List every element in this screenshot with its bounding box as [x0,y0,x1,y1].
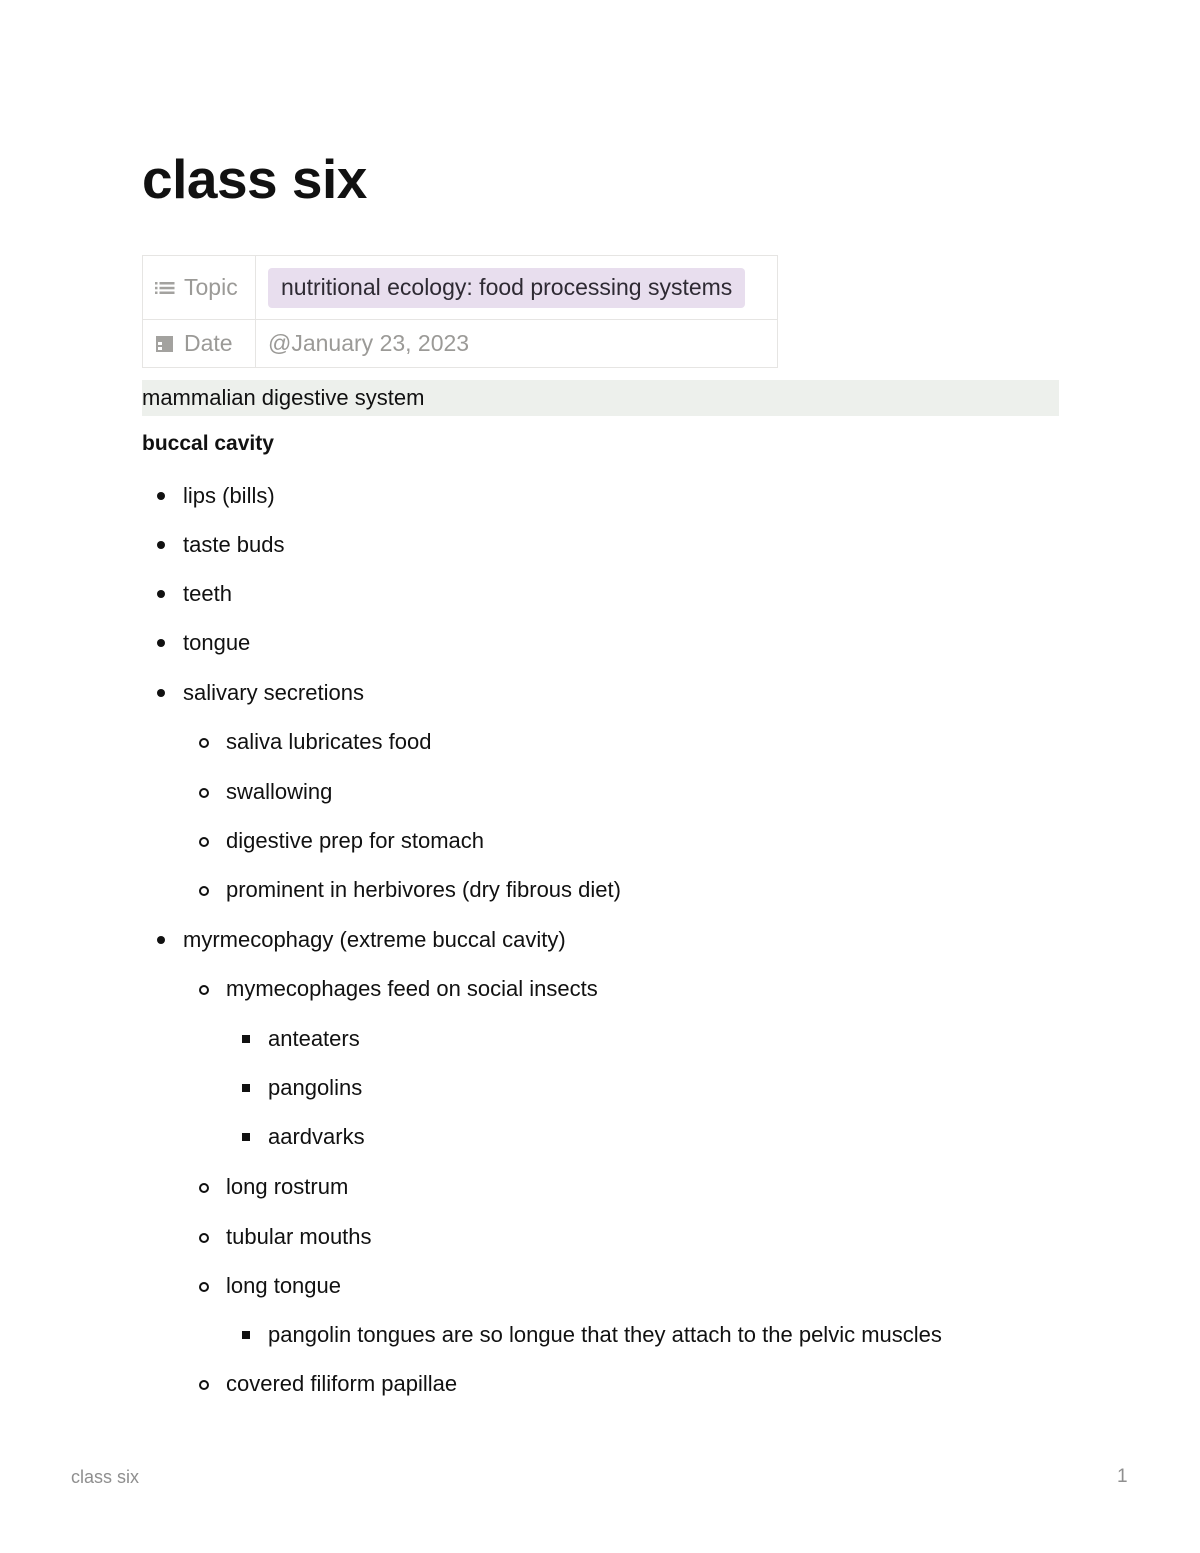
calendar-icon [155,335,175,353]
dot-bullet-icon [157,541,165,549]
list-item: anteaters [268,1026,360,1051]
list-item: salivary secretions [183,680,364,705]
property-label-date: Date [184,330,233,356]
page-title: class six [142,148,367,210]
list-item: taste buds [183,532,285,557]
list-item: aardvarks [268,1124,365,1149]
property-key-topic[interactable] [143,256,256,320]
circle-bullet-icon [199,837,209,847]
list-item: pangolins [268,1075,363,1100]
list-item: long rostrum [226,1174,349,1199]
topic-tag[interactable]: nutritional ecology: food processing systems [268,268,745,308]
square-bullet-icon [242,1133,250,1141]
list-item: pangolin tongues are so longue that they attach to the pelvic muscles [268,1322,942,1347]
list-item: digestive prep for stomach [226,828,485,853]
circle-bullet-icon [199,1380,209,1390]
dot-bullet-icon [157,936,165,944]
list-item: teeth [183,581,232,606]
circle-bullet-icon [199,738,209,748]
dot-bullet-icon [157,492,165,500]
section-heading: buccal cavity [142,432,274,455]
list-item: tongue [183,630,251,655]
property-key-date[interactable] [143,320,256,368]
page-number: 1 [1117,1466,1128,1487]
square-bullet-icon [242,1331,250,1339]
list-item: saliva lubricates food [226,729,432,754]
circle-bullet-icon [199,1282,209,1292]
property-value-topic[interactable] [256,256,778,320]
circle-bullet-icon [199,985,209,995]
circle-bullet-icon [199,1183,209,1193]
property-label-topic: Topic [184,274,238,300]
callout-block: mammalian digestive system [142,380,1059,416]
properties-table [142,255,778,368]
property-row-date [143,320,778,368]
list-item: tubular mouths [226,1224,372,1249]
list-item: mymecophages feed on social insects [226,976,598,1001]
list-icon [155,281,175,295]
circle-bullet-icon [199,1233,209,1243]
date-value[interactable]: @January 23, 2023 [268,330,470,356]
square-bullet-icon [242,1084,250,1092]
list-item: swallowing [226,779,333,804]
property-row-topic [143,256,778,320]
property-value-date[interactable] [256,320,778,368]
circle-bullet-icon [199,788,209,798]
circle-bullet-icon [199,886,209,896]
list-item: myrmecophagy (extreme buccal cavity) [183,927,566,952]
dot-bullet-icon [157,590,165,598]
list-item: prominent in herbivores (dry fibrous diet) [226,877,621,902]
list-item: covered filiform papillae [226,1371,458,1396]
footer-title: class six [71,1467,140,1487]
square-bullet-icon [242,1035,250,1043]
dot-bullet-icon [157,639,165,647]
list-item: lips (bills) [183,483,275,508]
dot-bullet-icon [157,689,165,697]
list-item: long tongue [226,1273,341,1298]
